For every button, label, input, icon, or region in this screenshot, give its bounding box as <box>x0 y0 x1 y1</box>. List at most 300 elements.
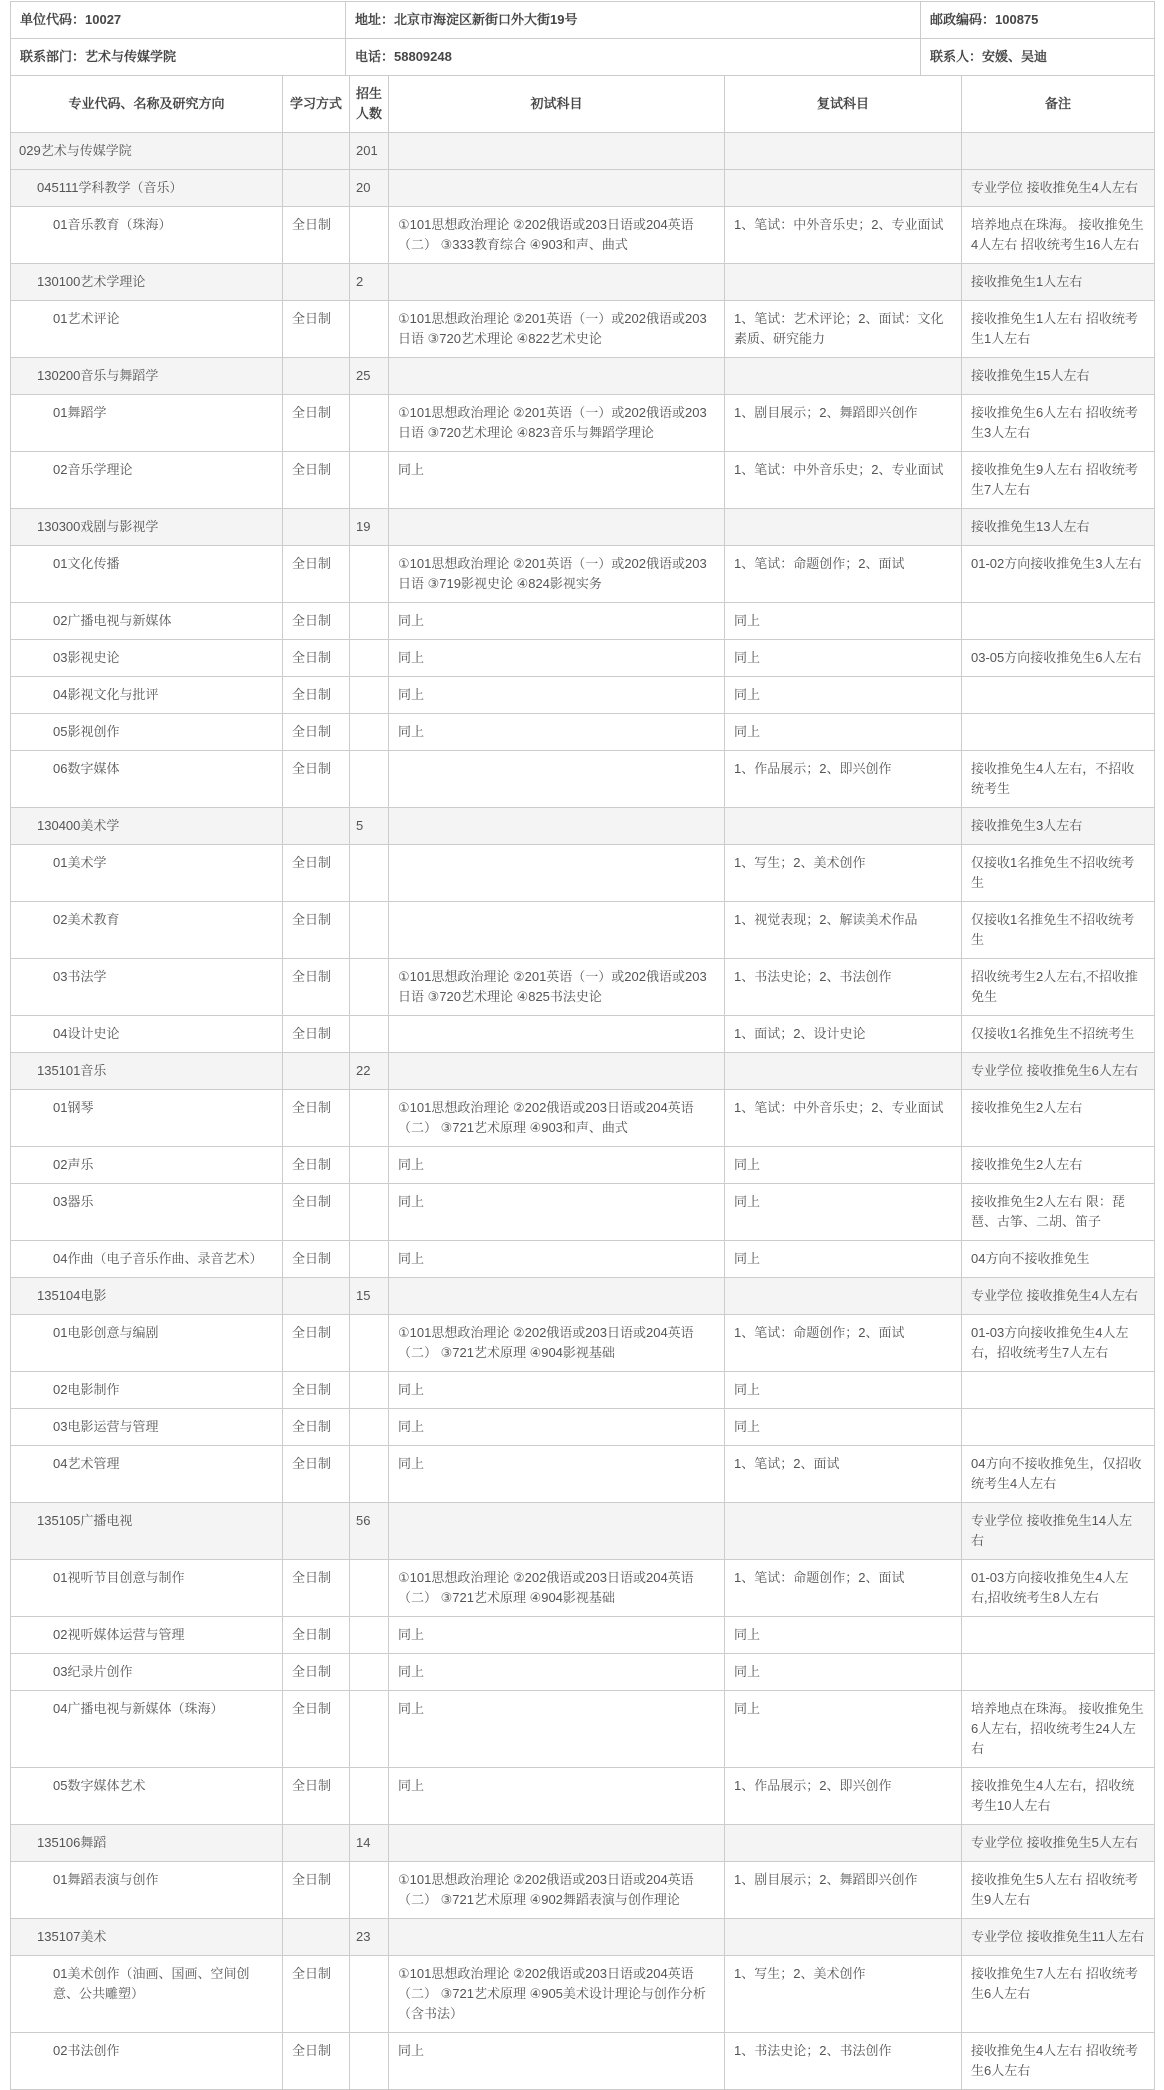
cell-enrollment-count: 14 <box>350 1825 389 1862</box>
cell-retest: 同上 <box>725 677 962 714</box>
cell-initial-exam <box>389 1278 725 1315</box>
postal-code: 邮政编码：100875 <box>921 2 1155 39</box>
cell-study-mode: 全日制 <box>283 207 350 264</box>
direction-row <box>11 1409 1155 1446</box>
section-row <box>11 133 1155 170</box>
cell-initial-exam <box>389 1053 725 1090</box>
cell-study-mode: 全日制 <box>283 640 350 677</box>
cell-enrollment-count <box>350 845 389 902</box>
direction-row <box>11 959 1155 1016</box>
cell-enrollment-count <box>350 395 389 452</box>
cell-study-mode: 全日制 <box>283 1654 350 1691</box>
phone: 电话：58809248 <box>346 39 921 76</box>
direction-row <box>11 301 1155 358</box>
cell-retest: 同上 <box>725 1409 962 1446</box>
cell-retest <box>725 1825 962 1862</box>
direction-row <box>11 207 1155 264</box>
cell-initial-exam <box>389 1503 725 1560</box>
cell-remarks: 04方向不接收推免生，仅招收统考生4人左右 <box>962 1446 1155 1503</box>
cell-major-name: 01钢琴 <box>11 1090 283 1147</box>
cell-enrollment-count <box>350 603 389 640</box>
cell-retest <box>725 1278 962 1315</box>
direction-row <box>11 845 1155 902</box>
cell-enrollment-count <box>350 301 389 358</box>
cell-major-name: 04影视文化与批评 <box>11 677 283 714</box>
cell-initial-exam: ①101思想政治理论 ②201英语（一）或202俄语或203日语 ③720艺术理论 ④823音乐与舞蹈学理论 <box>389 395 725 452</box>
cell-study-mode: 全日制 <box>283 677 350 714</box>
cell-initial-exam: 同上 <box>389 1184 725 1241</box>
info-row-1 <box>11 2 1155 39</box>
cell-major-name: 02电影制作 <box>11 1372 283 1409</box>
cell-major-name: 135101音乐 <box>11 1053 283 1090</box>
cell-enrollment-count <box>350 1956 389 2033</box>
cell-remarks: 接收推免生15人左右 <box>962 358 1155 395</box>
cell-enrollment-count <box>350 1862 389 1919</box>
section-row <box>11 509 1155 546</box>
cell-initial-exam: 同上 <box>389 1654 725 1691</box>
cell-major-name: 05数字媒体艺术 <box>11 1768 283 1825</box>
cell-enrollment-count <box>350 1654 389 1691</box>
cell-remarks <box>962 1409 1155 1446</box>
column-header-row <box>11 76 1155 133</box>
cell-major-name: 02音乐学理论 <box>11 452 283 509</box>
cell-study-mode: 全日制 <box>283 1372 350 1409</box>
cell-initial-exam <box>389 808 725 845</box>
contact-info-table <box>10 1 1155 76</box>
cell-retest: 1、剧目展示；2、舞蹈即兴创作 <box>725 395 962 452</box>
cell-enrollment-count <box>350 902 389 959</box>
cell-initial-exam: 同上 <box>389 1147 725 1184</box>
cell-major-name: 01文化传播 <box>11 546 283 603</box>
cell-remarks: 接收推免生6人左右 招收统考生3人左右 <box>962 395 1155 452</box>
cell-initial-exam: 同上 <box>389 1241 725 1278</box>
cell-retest: 同上 <box>725 1184 962 1241</box>
majors-table <box>10 75 1155 2090</box>
cell-initial-exam: ①101思想政治理论 ②202俄语或203日语或204英语（二） ③721艺术原理 ④904影视基础 <box>389 1315 725 1372</box>
section-row <box>11 170 1155 207</box>
cell-initial-exam: 同上 <box>389 603 725 640</box>
cell-remarks: 01-02方向接收推免生3人左右 <box>962 546 1155 603</box>
cell-initial-exam: 同上 <box>389 1768 725 1825</box>
col-header-enrollment: 招生人数 <box>350 76 389 133</box>
direction-row <box>11 1372 1155 1409</box>
cell-retest <box>725 1053 962 1090</box>
cell-retest: 1、视觉表现；2、解读美术作品 <box>725 902 962 959</box>
cell-initial-exam <box>389 902 725 959</box>
cell-study-mode: 全日制 <box>283 1560 350 1617</box>
cell-remarks <box>962 133 1155 170</box>
direction-row <box>11 1654 1155 1691</box>
cell-retest: 同上 <box>725 603 962 640</box>
cell-major-name: 03纪录片创作 <box>11 1654 283 1691</box>
cell-study-mode: 全日制 <box>283 2033 350 2090</box>
unit-code: 单位代码：10027 <box>11 2 346 39</box>
cell-retest <box>725 264 962 301</box>
cell-initial-exam <box>389 1825 725 1862</box>
cell-major-name: 04广播电视与新媒体（珠海） <box>11 1691 283 1768</box>
direction-row <box>11 1560 1155 1617</box>
cell-retest: 1、书法史论；2、书法创作 <box>725 959 962 1016</box>
cell-major-name: 01视听节目创意与制作 <box>11 1560 283 1617</box>
cell-major-name: 130300戏剧与影视学 <box>11 509 283 546</box>
direction-row <box>11 1617 1155 1654</box>
cell-remarks: 接收推免生9人左右 招收统考生7人左右 <box>962 452 1155 509</box>
cell-study-mode: 全日制 <box>283 1016 350 1053</box>
cell-retest: 同上 <box>725 640 962 677</box>
cell-enrollment-count <box>350 1241 389 1278</box>
cell-study-mode: 全日制 <box>283 714 350 751</box>
section-row <box>11 1278 1155 1315</box>
cell-retest: 1、写生；2、美术创作 <box>725 1956 962 2033</box>
cell-remarks: 专业学位 接收推免生14人左右 <box>962 1503 1155 1560</box>
cell-remarks: 专业学位 接收推免生6人左右 <box>962 1053 1155 1090</box>
col-header-major: 专业代码、名称及研究方向 <box>11 76 283 133</box>
cell-study-mode: 全日制 <box>283 1090 350 1147</box>
direction-row <box>11 395 1155 452</box>
section-row <box>11 1825 1155 1862</box>
cell-retest: 1、作品展示；2、即兴创作 <box>725 751 962 808</box>
cell-enrollment-count <box>350 1446 389 1503</box>
direction-row <box>11 603 1155 640</box>
cell-study-mode <box>283 1825 350 1862</box>
cell-initial-exam: 同上 <box>389 640 725 677</box>
cell-major-name: 02书法创作 <box>11 2033 283 2090</box>
cell-major-name: 05影视创作 <box>11 714 283 751</box>
cell-initial-exam <box>389 133 725 170</box>
section-row <box>11 1053 1155 1090</box>
cell-major-name: 045111学科教学（音乐） <box>11 170 283 207</box>
cell-retest: 同上 <box>725 1372 962 1409</box>
direction-row <box>11 714 1155 751</box>
cell-retest: 1、写生；2、美术创作 <box>725 845 962 902</box>
cell-major-name: 03影视史论 <box>11 640 283 677</box>
cell-initial-exam: 同上 <box>389 1617 725 1654</box>
direction-row <box>11 751 1155 808</box>
cell-major-name: 029艺术与传媒学院 <box>11 133 283 170</box>
cell-study-mode <box>283 264 350 301</box>
col-header-remarks: 备注 <box>962 76 1155 133</box>
cell-initial-exam: ①101思想政治理论 ②202俄语或203日语或204英语（二） ③721艺术原理 ④903和声、曲式 <box>389 1090 725 1147</box>
cell-major-name: 06数字媒体 <box>11 751 283 808</box>
cell-remarks <box>962 1372 1155 1409</box>
cell-study-mode: 全日制 <box>283 1768 350 1825</box>
cell-study-mode: 全日制 <box>283 1446 350 1503</box>
cell-retest: 1、笔试；2、面试 <box>725 1446 962 1503</box>
cell-initial-exam: 同上 <box>389 714 725 751</box>
cell-initial-exam <box>389 509 725 546</box>
cell-initial-exam <box>389 1016 725 1053</box>
direction-row <box>11 1184 1155 1241</box>
cell-initial-exam: 同上 <box>389 1691 725 1768</box>
cell-remarks: 专业学位 接收推免生4人左右 <box>962 1278 1155 1315</box>
cell-retest: 同上 <box>725 714 962 751</box>
cell-major-name: 03书法学 <box>11 959 283 1016</box>
cell-major-name: 02声乐 <box>11 1147 283 1184</box>
direction-row <box>11 1768 1155 1825</box>
cell-major-name: 02视听媒体运营与管理 <box>11 1617 283 1654</box>
cell-study-mode: 全日制 <box>283 1315 350 1372</box>
cell-study-mode <box>283 133 350 170</box>
cell-study-mode: 全日制 <box>283 1862 350 1919</box>
cell-retest <box>725 133 962 170</box>
cell-retest <box>725 358 962 395</box>
cell-study-mode <box>283 1053 350 1090</box>
cell-enrollment-count <box>350 1147 389 1184</box>
cell-study-mode <box>283 1919 350 1956</box>
section-row <box>11 808 1155 845</box>
cell-initial-exam <box>389 1919 725 1956</box>
cell-enrollment-count <box>350 1409 389 1446</box>
contact-department: 联系部门：艺术与传媒学院 <box>11 39 346 76</box>
cell-remarks: 接收推免生2人左右 <box>962 1147 1155 1184</box>
cell-initial-exam: ①101思想政治理论 ②201英语（一）或202俄语或203日语 ③719影视史论 ④824影视实务 <box>389 546 725 603</box>
cell-major-name: 135107美术 <box>11 1919 283 1956</box>
address: 地址：北京市海淀区新街口外大街19号 <box>346 2 921 39</box>
cell-remarks: 培养地点在珠海。 接收推免生6人左右，招收统考生24人左右 <box>962 1691 1155 1768</box>
cell-study-mode <box>283 509 350 546</box>
cell-enrollment-count <box>350 1184 389 1241</box>
cell-initial-exam: 同上 <box>389 452 725 509</box>
cell-remarks <box>962 677 1155 714</box>
cell-retest: 1、笔试：中外音乐史；2、专业面试 <box>725 1090 962 1147</box>
cell-retest: 同上 <box>725 1654 962 1691</box>
cell-enrollment-count <box>350 546 389 603</box>
cell-enrollment-count: 56 <box>350 1503 389 1560</box>
cell-enrollment-count <box>350 1617 389 1654</box>
cell-initial-exam <box>389 170 725 207</box>
cell-retest: 1、笔试：命题创作；2、面试 <box>725 546 962 603</box>
cell-remarks: 仅接收1名推免生不招统考生 <box>962 1016 1155 1053</box>
cell-study-mode: 全日制 <box>283 845 350 902</box>
cell-major-name: 135104电影 <box>11 1278 283 1315</box>
cell-enrollment-count <box>350 677 389 714</box>
cell-retest: 同上 <box>725 1241 962 1278</box>
cell-retest: 1、笔试：中外音乐史；2、专业面试 <box>725 452 962 509</box>
cell-remarks: 接收推免生7人左右 招收统考生6人左右 <box>962 1956 1155 2033</box>
cell-retest: 同上 <box>725 1691 962 1768</box>
direction-row <box>11 902 1155 959</box>
direction-row <box>11 2033 1155 2090</box>
cell-study-mode: 全日制 <box>283 301 350 358</box>
cell-study-mode: 全日制 <box>283 1147 350 1184</box>
cell-remarks: 接收推免生13人左右 <box>962 509 1155 546</box>
cell-enrollment-count <box>350 1560 389 1617</box>
cell-study-mode: 全日制 <box>283 1409 350 1446</box>
cell-remarks: 接收推免生4人左右，招收统考生10人左右 <box>962 1768 1155 1825</box>
cell-initial-exam: 同上 <box>389 1446 725 1503</box>
cell-retest <box>725 509 962 546</box>
info-row-2 <box>11 39 1155 76</box>
cell-enrollment-count: 5 <box>350 808 389 845</box>
cell-enrollment-count <box>350 1090 389 1147</box>
cell-major-name: 135106舞蹈 <box>11 1825 283 1862</box>
section-row <box>11 1919 1155 1956</box>
cell-remarks: 专业学位 接收推免生5人左右 <box>962 1825 1155 1862</box>
cell-retest: 同上 <box>725 1617 962 1654</box>
cell-major-name: 130100艺术学理论 <box>11 264 283 301</box>
cell-major-name: 130400美术学 <box>11 808 283 845</box>
admissions-page <box>10 0 1154 2090</box>
cell-study-mode <box>283 170 350 207</box>
cell-major-name: 01美术学 <box>11 845 283 902</box>
cell-retest <box>725 170 962 207</box>
cell-remarks: 04方向不接收推免生 <box>962 1241 1155 1278</box>
section-row <box>11 264 1155 301</box>
cell-initial-exam <box>389 264 725 301</box>
cell-remarks: 03-05方向接收推免生6人左右 <box>962 640 1155 677</box>
cell-remarks: 专业学位 接收推免生4人左右 <box>962 170 1155 207</box>
cell-enrollment-count <box>350 2033 389 2090</box>
cell-remarks <box>962 714 1155 751</box>
cell-study-mode: 全日制 <box>283 1617 350 1654</box>
cell-study-mode: 全日制 <box>283 395 350 452</box>
cell-study-mode: 全日制 <box>283 902 350 959</box>
cell-remarks: 01-03方向接收推免生4人左右,招收统考生8人左右 <box>962 1560 1155 1617</box>
cell-initial-exam <box>389 751 725 808</box>
cell-major-name: 04作曲（电子音乐作曲、录音艺术） <box>11 1241 283 1278</box>
cell-remarks: 仅接收1名推免生不招收统考生 <box>962 902 1155 959</box>
cell-initial-exam: 同上 <box>389 1372 725 1409</box>
cell-retest <box>725 808 962 845</box>
cell-study-mode: 全日制 <box>283 1241 350 1278</box>
cell-major-name: 04设计史论 <box>11 1016 283 1053</box>
cell-retest: 1、笔试：中外音乐史；2、专业面试 <box>725 207 962 264</box>
direction-row <box>11 1147 1155 1184</box>
cell-enrollment-count <box>350 959 389 1016</box>
cell-study-mode <box>283 808 350 845</box>
cell-remarks: 接收推免生4人左右 招收统考生6人左右 <box>962 2033 1155 2090</box>
cell-retest <box>725 1503 962 1560</box>
cell-major-name: 02美术教育 <box>11 902 283 959</box>
cell-study-mode: 全日制 <box>283 603 350 640</box>
cell-study-mode: 全日制 <box>283 546 350 603</box>
cell-remarks: 接收推免生2人左右 <box>962 1090 1155 1147</box>
cell-enrollment-count: 19 <box>350 509 389 546</box>
col-header-initial-exam: 初试科目 <box>389 76 725 133</box>
cell-study-mode: 全日制 <box>283 1184 350 1241</box>
cell-enrollment-count <box>350 1768 389 1825</box>
cell-enrollment-count: 15 <box>350 1278 389 1315</box>
cell-study-mode <box>283 358 350 395</box>
cell-remarks <box>962 1617 1155 1654</box>
cell-enrollment-count <box>350 714 389 751</box>
cell-enrollment-count <box>350 1016 389 1053</box>
cell-initial-exam: 同上 <box>389 2033 725 2090</box>
cell-initial-exam: ①101思想政治理论 ②202俄语或203日语或204英语（二） ③721艺术原理 ④905美术设计理论与创作分析（含书法） <box>389 1956 725 2033</box>
cell-study-mode: 全日制 <box>283 959 350 1016</box>
cell-enrollment-count: 201 <box>350 133 389 170</box>
cell-major-name: 03器乐 <box>11 1184 283 1241</box>
cell-enrollment-count <box>350 452 389 509</box>
cell-enrollment-count: 25 <box>350 358 389 395</box>
cell-retest: 1、笔试：艺术评论；2、面试：文化素质、研究能力 <box>725 301 962 358</box>
cell-remarks <box>962 603 1155 640</box>
cell-enrollment-count <box>350 1315 389 1372</box>
cell-retest: 1、剧目展示；2、舞蹈即兴创作 <box>725 1862 962 1919</box>
contact-person: 联系人：安媛、吴迪 <box>921 39 1155 76</box>
cell-major-name: 01舞蹈学 <box>11 395 283 452</box>
cell-remarks: 接收推免生1人左右 <box>962 264 1155 301</box>
direction-row <box>11 1241 1155 1278</box>
cell-study-mode: 全日制 <box>283 452 350 509</box>
cell-remarks: 培养地点在珠海。 接收推免生4人左右 招收统考生16人左右 <box>962 207 1155 264</box>
cell-enrollment-count: 20 <box>350 170 389 207</box>
direction-row <box>11 546 1155 603</box>
cell-retest: 1、书法史论；2、书法创作 <box>725 2033 962 2090</box>
cell-initial-exam <box>389 845 725 902</box>
cell-enrollment-count <box>350 640 389 677</box>
direction-row <box>11 452 1155 509</box>
cell-study-mode <box>283 1503 350 1560</box>
cell-major-name: 135105广播电视 <box>11 1503 283 1560</box>
cell-initial-exam: ①101思想政治理论 ②201英语（一）或202俄语或203日语 ③720艺术理论 ④825书法史论 <box>389 959 725 1016</box>
direction-row <box>11 1862 1155 1919</box>
cell-study-mode: 全日制 <box>283 1956 350 2033</box>
direction-row <box>11 677 1155 714</box>
cell-initial-exam: ①101思想政治理论 ②201英语（一）或202俄语或203日语 ③720艺术理论 ④822艺术史论 <box>389 301 725 358</box>
cell-remarks <box>962 1654 1155 1691</box>
cell-initial-exam: ①101思想政治理论 ②202俄语或203日语或204英语（二） ③333教育综合 ④903和声、曲式 <box>389 207 725 264</box>
col-header-retest: 复试科目 <box>725 76 962 133</box>
cell-initial-exam: 同上 <box>389 677 725 714</box>
cell-retest: 1、作品展示；2、即兴创作 <box>725 1768 962 1825</box>
col-header-study-mode: 学习方式 <box>283 76 350 133</box>
cell-major-name: 01舞蹈表演与创作 <box>11 1862 283 1919</box>
cell-retest: 1、面试；2、设计史论 <box>725 1016 962 1053</box>
cell-remarks: 接收推免生1人左右 招收统考生1人左右 <box>962 301 1155 358</box>
direction-row <box>11 1016 1155 1053</box>
cell-major-name: 01艺术评论 <box>11 301 283 358</box>
cell-retest: 1、笔试：命题创作；2、面试 <box>725 1315 962 1372</box>
cell-remarks: 接收推免生3人左右 <box>962 808 1155 845</box>
cell-enrollment-count: 2 <box>350 264 389 301</box>
cell-enrollment-count <box>350 1372 389 1409</box>
cell-remarks: 招收统考生2人左右,不招收推免生 <box>962 959 1155 1016</box>
direction-row <box>11 640 1155 677</box>
cell-enrollment-count <box>350 207 389 264</box>
cell-initial-exam: 同上 <box>389 1409 725 1446</box>
cell-remarks: 接收推免生5人左右 招收统考生9人左右 <box>962 1862 1155 1919</box>
cell-remarks: 专业学位 接收推免生11人左右 <box>962 1919 1155 1956</box>
cell-major-name: 01电影创意与编剧 <box>11 1315 283 1372</box>
direction-row <box>11 1691 1155 1768</box>
cell-enrollment-count: 23 <box>350 1919 389 1956</box>
section-row <box>11 1503 1155 1560</box>
cell-retest: 1、笔试：命题创作；2、面试 <box>725 1560 962 1617</box>
cell-enrollment-count <box>350 1691 389 1768</box>
section-row <box>11 358 1155 395</box>
cell-initial-exam: ①101思想政治理论 ②202俄语或203日语或204英语（二） ③721艺术原理 ④902舞蹈表演与创作理论 <box>389 1862 725 1919</box>
direction-row <box>11 1956 1155 2033</box>
cell-major-name: 130200音乐与舞蹈学 <box>11 358 283 395</box>
cell-retest: 同上 <box>725 1147 962 1184</box>
cell-enrollment-count <box>350 751 389 808</box>
direction-row <box>11 1446 1155 1503</box>
cell-major-name: 01美术创作（油画、国画、空间创意、公共雕塑） <box>11 1956 283 2033</box>
cell-major-name: 03电影运营与管理 <box>11 1409 283 1446</box>
direction-row <box>11 1090 1155 1147</box>
direction-row <box>11 1315 1155 1372</box>
cell-retest <box>725 1919 962 1956</box>
cell-initial-exam <box>389 358 725 395</box>
cell-remarks: 01-03方向接收推免生4人左右，招收统考生7人左右 <box>962 1315 1155 1372</box>
cell-study-mode <box>283 1278 350 1315</box>
cell-remarks: 仅接收1名推免生不招收统考生 <box>962 845 1155 902</box>
cell-remarks: 接收推免生2人左右 限：琵琶、古筝、二胡、笛子 <box>962 1184 1155 1241</box>
cell-study-mode: 全日制 <box>283 1691 350 1768</box>
cell-major-name: 01音乐教育（珠海） <box>11 207 283 264</box>
cell-enrollment-count: 22 <box>350 1053 389 1090</box>
